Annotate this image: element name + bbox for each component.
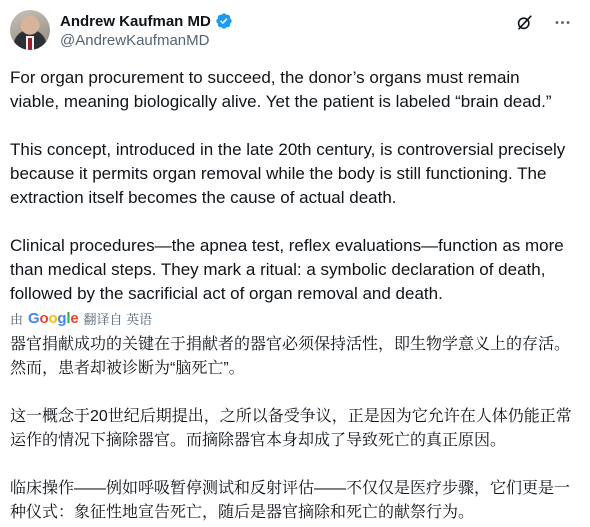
author-name-line xyxy=(60,12,233,30)
avatar-tie xyxy=(28,38,32,50)
author-display-name[interactable]: Andrew Kaufman MD xyxy=(60,12,211,30)
author-handle[interactable]: @AndrewKaufmanMD xyxy=(60,32,210,49)
translated-paragraph: 临床操作——例如呼吸暂停测试和反射评估——不仅仅是医疗步骤，它们更是一种仪式：象征性地宣告死亡，随后是器官摘除和死亡的献祭行为。 xyxy=(10,480,571,521)
translation-attribution xyxy=(10,309,152,328)
tweet-text xyxy=(10,66,570,306)
translate-toggle-link[interactable]: 翻译自 英语 xyxy=(83,312,153,327)
tweet-header xyxy=(10,10,580,54)
more-icon[interactable] xyxy=(552,12,572,32)
verified-badge-icon[interactable] xyxy=(215,12,233,30)
avatar[interactable] xyxy=(10,10,50,50)
tweet-paragraph: This concept, introduced in the late 20th century, is controversial precisely because it permits organ removal while the body is still functioning. The extraction itself becomes the cause of actual death. xyxy=(10,140,566,207)
translated-text xyxy=(10,333,580,527)
tweet-paragraph: For organ procurement to succeed, the donor’s organs must remain viable, meaning biologically alive. Yet the patient is labeled “brain dead.” xyxy=(10,68,552,111)
translated-paragraph: 这一概念于20世纪后期提出，之所以备受争议，正是因为它允许在人体仍能正常运作的情况下摘除器官。而摘除器官本身却成了导致死亡的真正原因。 xyxy=(10,408,572,449)
translated-paragraph: 器官捐献成功的关键在于捐献者的器官必须保持活性，即生物学意义上的存活。然而，患者却被诊断为“脑死亡”。 xyxy=(10,336,571,377)
google-logo: Google xyxy=(28,310,79,327)
tweet-paragraph: Clinical procedures—the apnea test, reflex evaluations—function as more than medical steps. They mark a ritual: a symbolic declaration of death, followed by the sacrificial act of organ removal and death. xyxy=(10,236,564,303)
translated-by-label: 由 xyxy=(10,312,24,327)
header-actions xyxy=(514,12,572,32)
grok-icon[interactable] xyxy=(514,12,534,32)
